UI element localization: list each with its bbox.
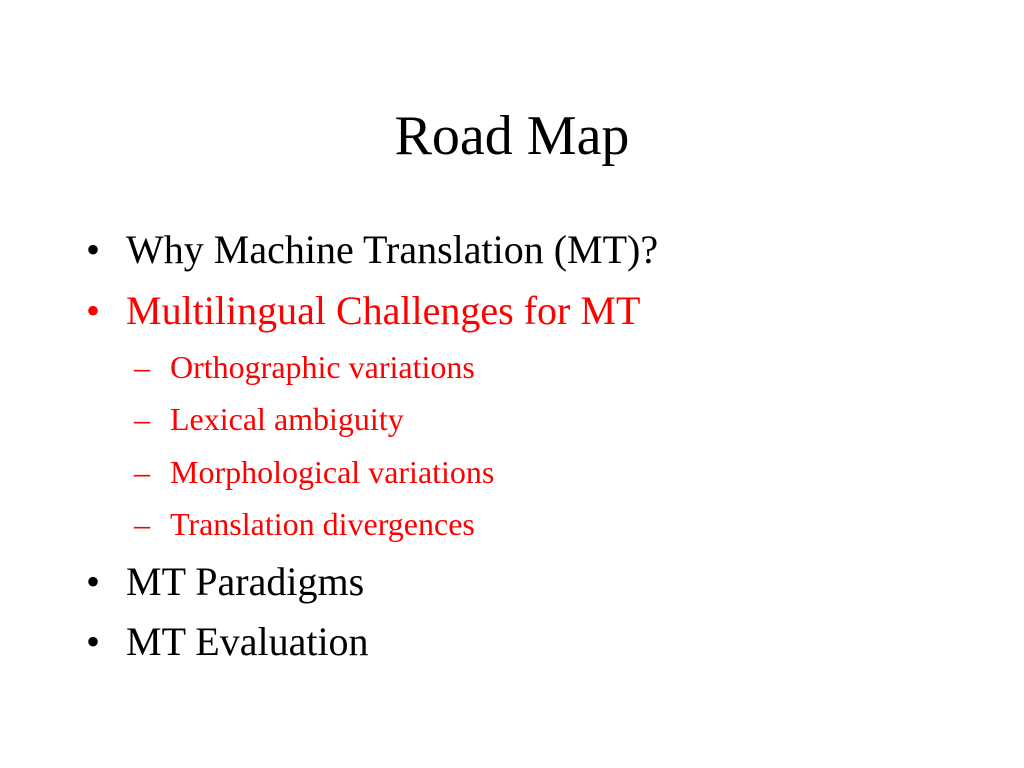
- dash-icon: –: [134, 349, 150, 385]
- bullet-text: Multilingual Challenges for MT: [126, 288, 641, 333]
- bullet-icon: •: [86, 288, 101, 333]
- bullet-item: [86, 287, 640, 335]
- sub-bullet-text: Translation divergences: [170, 506, 475, 542]
- bullet-item: [86, 226, 658, 274]
- bullet-text: Why Machine Translation (MT)?: [126, 227, 659, 272]
- sub-bullet-text: Morphological variations: [170, 454, 495, 490]
- sub-bullet-text: Orthographic variations: [170, 349, 475, 385]
- bullet-icon: •: [86, 619, 101, 664]
- slide-title: Road Map: [394, 105, 630, 167]
- sub-bullet-item: [134, 452, 494, 492]
- dash-icon: –: [134, 454, 150, 490]
- sub-bullet-item: [134, 399, 404, 439]
- bullet-text: MT Paradigms: [126, 559, 365, 604]
- bullet-text: MT Evaluation: [126, 619, 369, 664]
- dash-icon: –: [134, 401, 150, 437]
- dash-icon: –: [134, 506, 150, 542]
- sub-bullet-item: [134, 347, 475, 387]
- sub-bullet-text: Lexical ambiguity: [170, 401, 404, 437]
- sub-bullet-item: [134, 504, 475, 544]
- bullet-item: [86, 558, 364, 606]
- bullet-icon: •: [86, 559, 101, 604]
- bullet-item: [86, 618, 369, 666]
- bullet-icon: •: [86, 227, 101, 272]
